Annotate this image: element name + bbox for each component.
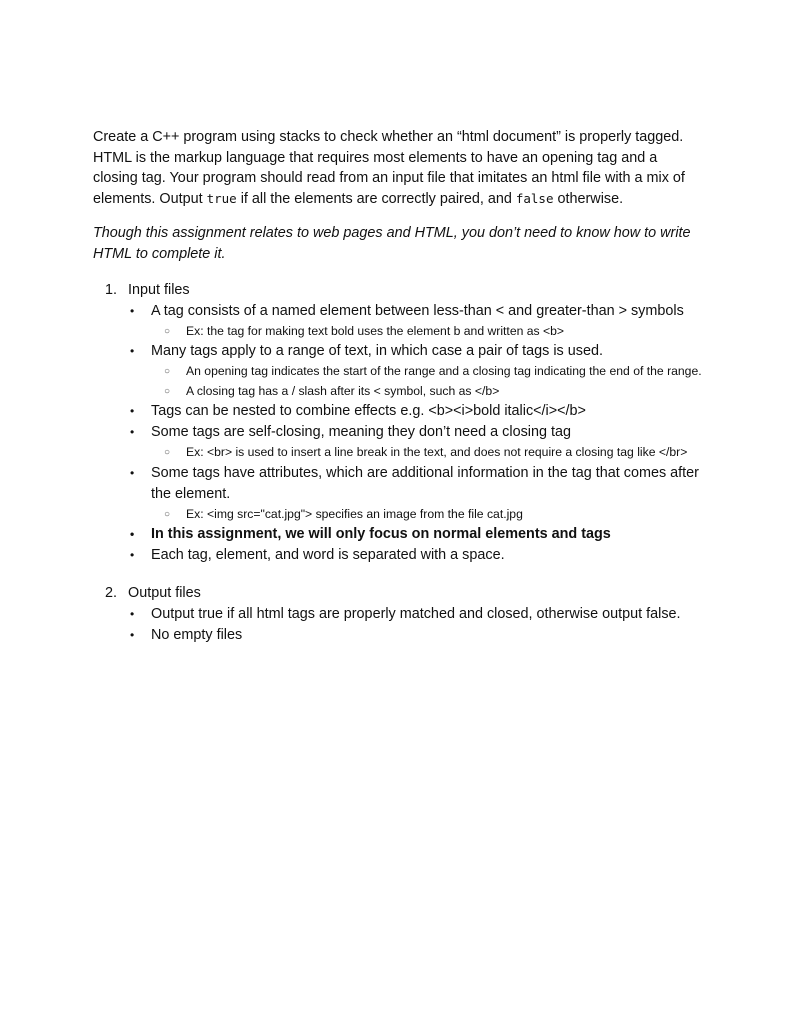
sub-bullet-icon: ○ <box>164 508 171 520</box>
sub-list-item: ○ Ex: the tag for making text bold uses the element b and written as <b> <box>93 322 703 342</box>
list-item: • In this assignment, we will only focus on normal elements and tags <box>93 524 703 545</box>
note-paragraph: Though this assignment relates to web pages and HTML, you don’t need to know how to write HTML to complete it. <box>93 225 691 262</box>
section-number: 1. <box>105 282 118 298</box>
list-item: • Output true if all html tags are properly matched and closed, otherwise output false. <box>93 604 703 625</box>
bullet-icon: • <box>130 404 135 418</box>
sub-list-item: ○ A closing tag has a / slash after its < symbol, such as </b> <box>93 382 703 402</box>
bullet-list <box>93 301 703 567</box>
sub-bullet-icon: ○ <box>164 447 171 458</box>
intro-text-1: Create a C++ program using stacks to check whether an “html document” is properly tagged. HTML is the markup language that requires most elements to have an opening tag and a closing tag. Your program should read from an input file that imitates an html file with a mix of elements. Output <box>93 129 685 207</box>
list-item: • No empty files <box>93 625 703 646</box>
bullet-icon: • <box>130 303 135 318</box>
bullet-icon: • <box>130 548 135 562</box>
false-code: false <box>515 190 554 206</box>
list-item: • Some tags are self-closing, meaning they don’t need a closing tag <box>93 422 703 443</box>
list-item: • A tag consists of a named element between less-than < and greater-than > symbols <box>93 301 703 322</box>
section-number: 2. <box>105 585 118 601</box>
section-output-files <box>93 583 703 646</box>
sub-list-item: ○ Ex: <br> is used to insert a line break in the text, and does not require a closing tag like </br> <box>93 443 703 463</box>
bullet-icon: • <box>130 465 135 480</box>
sub-bullet-icon: ○ <box>164 385 171 397</box>
section-title: Output files <box>128 585 201 601</box>
bullet-list <box>93 604 703 646</box>
section-title: Input files <box>128 282 190 298</box>
list-item: • Many tags apply to a range of text, in which case a pair of tags is used. <box>93 341 703 362</box>
sub-bullet-icon: ○ <box>164 325 171 337</box>
sub-bullet-icon: ○ <box>164 366 171 377</box>
intro-paragraph <box>93 127 703 209</box>
sub-list-item: ○ An opening tag indicates the start of the range and a closing tag indicating the end of the range. <box>93 362 703 382</box>
document-page <box>93 127 703 646</box>
true-code: true <box>206 190 237 206</box>
list-item: • Tags can be nested to combine effects e.g. <b><i>bold italic</i></b> <box>93 401 703 422</box>
bullet-icon: • <box>130 425 135 439</box>
intro-text-3: otherwise. <box>553 190 624 207</box>
bullet-icon: • <box>130 527 135 541</box>
sub-list-item: ○ Ex: <img src="cat.jpg"> specifies an image from the file cat.jpg <box>93 505 703 525</box>
bullet-icon: • <box>130 606 135 621</box>
intro-text-2: if all the elements are correctly paired, and <box>236 190 516 207</box>
bullet-icon: • <box>130 344 135 358</box>
list-item: • Each tag, element, and word is separated with a space. <box>93 545 703 566</box>
section-input-files <box>93 280 703 566</box>
bullet-icon: • <box>130 627 135 642</box>
list-item: • Some tags have attributes, which are additional information in the tag that comes after the element. <box>130 464 699 502</box>
